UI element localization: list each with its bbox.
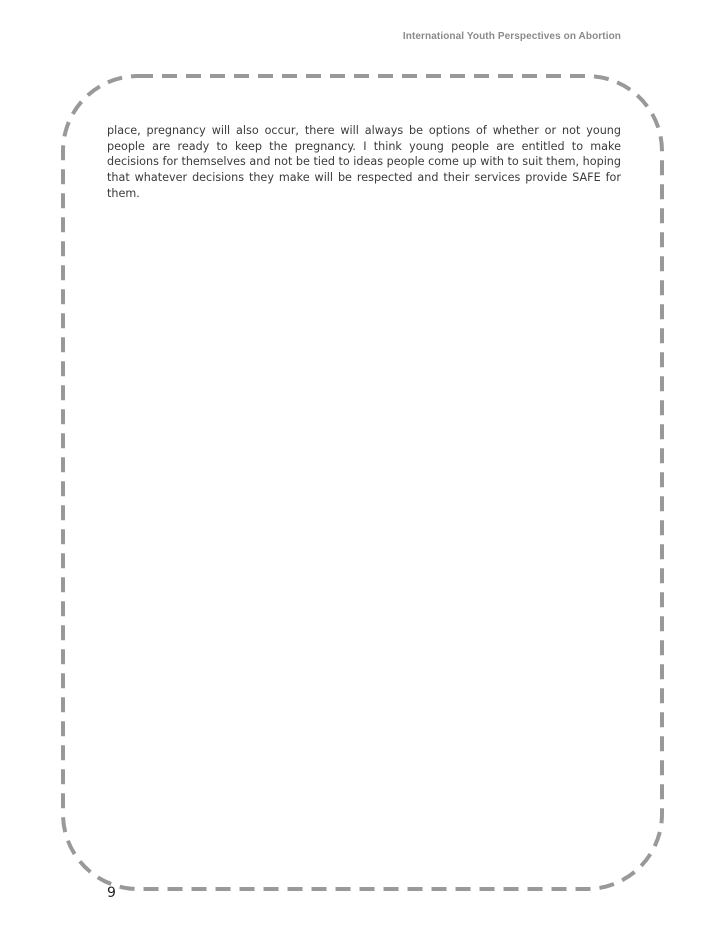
body-paragraph: place, pregnancy will also occur, there will always be options of whether or not young people are ready to keep the pregnancy. I think young people are entitled to make decisions for themselves and not be tied to ideas people come up with to suit them, hoping that whatever decisions they make will be respected and their services provide SAFE for them. <box>107 124 621 200</box>
page-number: 9 <box>107 885 116 901</box>
running-header: International Youth Perspectives on Abortion <box>402 31 621 42</box>
